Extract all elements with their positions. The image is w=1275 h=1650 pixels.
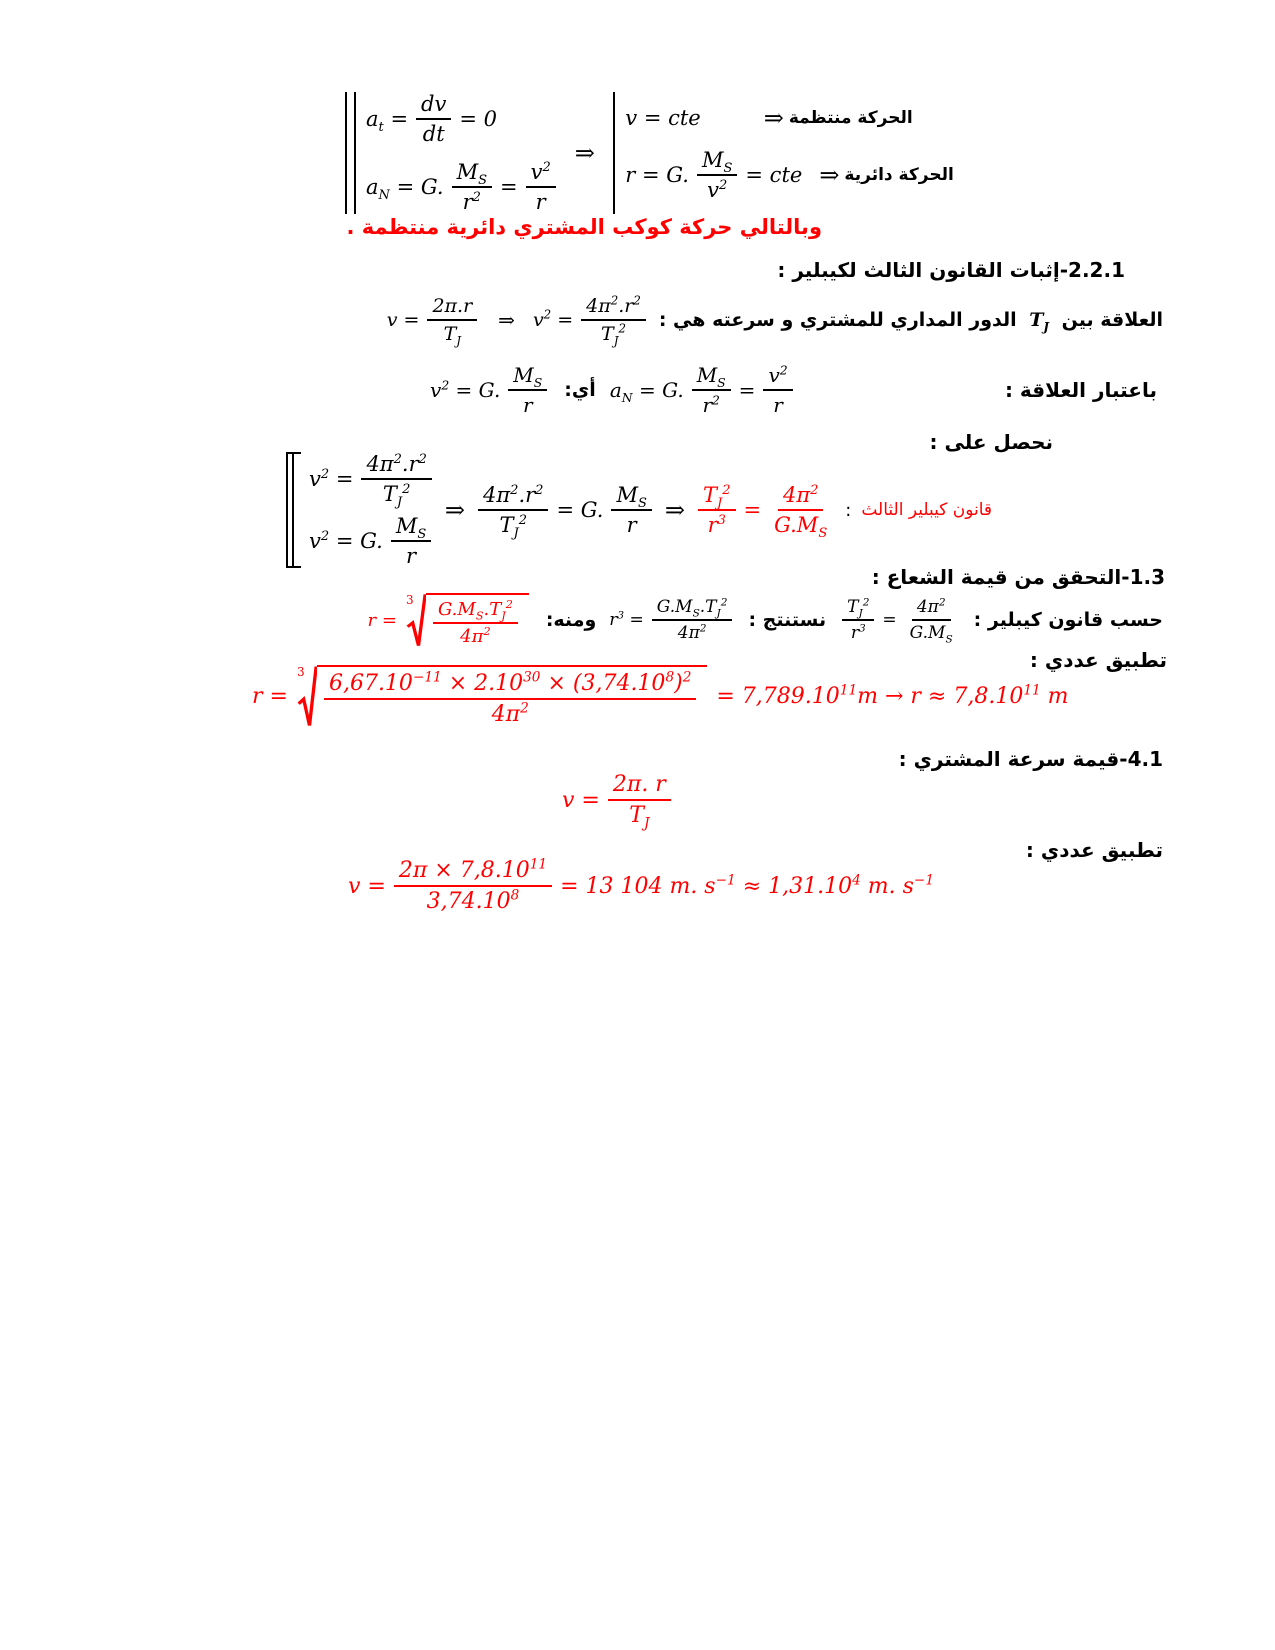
speed-formula: v = $\frac{2\pi. r}{T_J}$ (562, 772, 674, 828)
r3-equation: $r^3$ = $\frac{G.M_S.T_J^2}{4\pi^2}$ (609, 597, 735, 643)
equation-an: $a_N = G$. $\frac{M_S}{r^2}$ = $\frac{v^2}{r}$ (366, 160, 559, 214)
frac-v2-r: $\frac{v^2}{r}$ (526, 160, 556, 214)
implies-arrow: ⇒ (444, 496, 465, 524)
frac-ms-r2: $\frac{M_S}{r^2}$ (452, 160, 492, 214)
implies-arrow: ⇒ (498, 308, 515, 332)
consider-relation-line (430, 363, 1157, 417)
consider-math-group: $a_N = G$. $\frac{M_S}{r^2}$ = $\frac{v^2}{r}$ أي: $v^2 = G$. $\frac{M_S}{r}$ (430, 363, 796, 417)
numeric-application-label-1: تطبيق عددي : (1029, 648, 1167, 672)
section-1-3-title: 1.3-التحقق من قيمة الشعاع : (871, 565, 1165, 589)
radius-calculation: r = 3 $\frac{6,67.10^{-11} \times 2.10^{30} \times (3,74.10^8)^2}{4\pi^2}$ = $7,789.10^{11}m \to r \approx 7,8.10^{11}$ m (252, 665, 1069, 727)
acceleration-equations (366, 92, 559, 214)
root-index: 3 (405, 593, 414, 607)
system2-eq2: $v^2 = G$. $\frac{M_S}{r}$ (309, 514, 435, 568)
frac-ms-v2: $\frac{M_S}{v^2}$ (697, 148, 737, 202)
hence-label: ومنه: (545, 609, 597, 631)
circular-motion-label: الحركة دائرية (844, 165, 954, 185)
frac-ms-r2: $\frac{M_S}{r^2}$ (692, 363, 731, 417)
colon-separator: : (845, 499, 852, 521)
uniform-motion-row: v = cte ⇒ الحركة منتظمة (625, 104, 913, 132)
implies-arrow: ⇒ (763, 104, 784, 132)
frac-4pi2r2-tj2: $\frac{4\pi^2.r^2}{T_J^2}$ (581, 295, 646, 345)
single-bar-bracket (613, 92, 615, 214)
uniform-motion-label: الحركة منتظمة (788, 108, 913, 128)
cube-root: 3 $\frac{G.M_S.T_J^2}{4\pi^2}$ (406, 593, 529, 647)
kepler-third-law-equation: $\frac{T_J^2}{r^3}$ = $\frac{4\pi^2}{G.M_S}$ (695, 483, 835, 537)
we-deduce-label: نستنتج : (748, 609, 827, 631)
equation-at: $a_t$ = $\frac{dv}{dt}$ = 0 (366, 92, 497, 146)
consider-label: باعتبار العلاقة : (1004, 378, 1157, 402)
ay-label: أي: (564, 379, 596, 401)
double-bar-bracket (345, 92, 356, 214)
tj-symbol: $T_J$ (1029, 309, 1049, 334)
consequence-equations (625, 92, 954, 214)
relation-arabic-text: العلاقة بين $T_J$ الدور المداري للمشتري و سرعته هي : (658, 309, 1163, 334)
system2-middle-equation: $\frac{4\pi^2.r^2}{T_J^2}$ = G. $\frac{M_S}{r}$ (475, 483, 655, 537)
frac-2pir-tj: $\frac{2\pi.r}{T_J}$ (427, 295, 477, 345)
root-index: 3 (296, 665, 305, 679)
implies-arrow: ⇒ (819, 161, 840, 189)
section-4-1-title: 4.1-قيمة سرعة المشتري : (898, 747, 1163, 771)
kepler-third-law-label: قانون كيبلير الثالث (861, 500, 993, 520)
frac-dv-dt: $\frac{dv}{dt}$ (416, 92, 451, 146)
implies-arrow: ⇒ (664, 496, 685, 524)
conclusion-red-text: وبالتالي حركة كوكب المشتري دائرية منتظمة . (346, 215, 822, 239)
radius-formula-red: r = 3 $\frac{G.M_S.T_J^2}{4\pi^2}$ (368, 593, 533, 647)
according-kepler-label: حسب قانون كيبلير : (973, 609, 1163, 631)
acceleration-system (345, 92, 954, 214)
circular-motion-row: r = G. $\frac{M_S}{v^2}$ = cte ⇒ الحركة دائرية (625, 148, 954, 202)
we-get-label: نحصل على : (929, 430, 1053, 454)
implies-arrow: ⇒ (574, 139, 595, 167)
cube-root: 3 $\frac{6,67.10^{-11} \times 2.10^{30} \times (3,74.10^8)^2}{4\pi^2}$ (297, 665, 707, 727)
kepler-derivation-system (286, 452, 992, 568)
system2-equations (309, 452, 435, 568)
speed-calculation: v = $\frac{2\pi \times 7,8.10^{11}}{3,74.10^8}$ = 13 104 m. $s^{-1} \approx 1,31.10^4$ m. $s^{-1}$ (348, 856, 935, 914)
section-2-2-1-title: 2.2.1-إثبات القانون الثالث لكيبلير : (777, 258, 1125, 282)
ratio-equation: $\frac{T_J^2}{r^3}$ = $\frac{4\pi^2}{G.M_S}$ (839, 597, 961, 643)
frac-ms-r: $\frac{M_S}{r}$ (508, 363, 547, 417)
kepler-law-line (368, 593, 1163, 647)
kepler-relation-line (386, 293, 1163, 348)
system2-eq1: $v^2$ = $\frac{4\pi^2.r^2}{T_J^2}$ (309, 452, 435, 506)
frac-v2-r: $\frac{v^2}{r}$ (763, 363, 792, 417)
relation-math-group: v = $\frac{2\pi.r}{T_J}$ ⇒ $v^2$ = $\frac{4\pi^2.r^2}{T_J^2}$ (387, 295, 649, 345)
double-square-bracket (286, 452, 301, 568)
numeric-application-label-2: تطبيق عددي : (1025, 838, 1163, 862)
